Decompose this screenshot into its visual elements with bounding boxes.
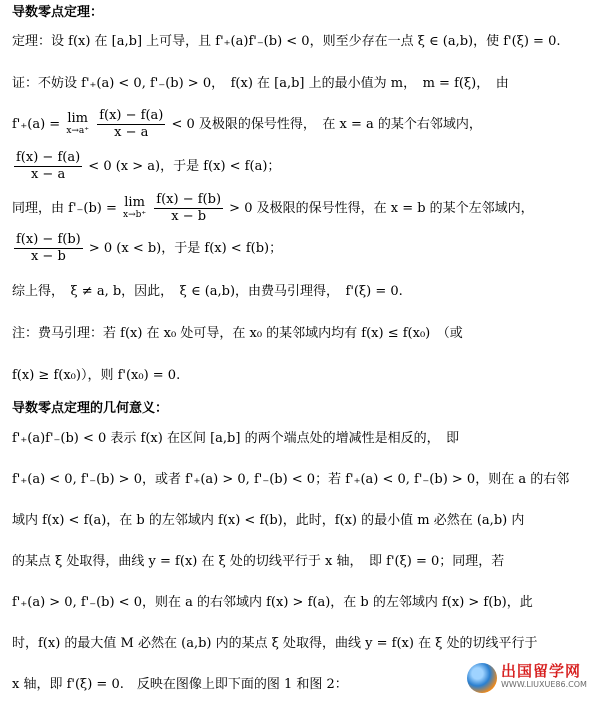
theorem-statement: 定理：设 f(x) 在 [a,b] 上可导，且 f'₊(a)f'₋(b) < 0，则至少存在一点 ξ ∈ (a,b)，使 f'(ξ) = 0. (12, 34, 561, 49)
proof-line-3 (12, 150, 280, 184)
fraction-denominator: x − a (114, 125, 149, 140)
limit-expression (66, 110, 90, 137)
proof-line-4 (12, 192, 534, 226)
limit-symbol: lim (124, 194, 145, 210)
limit-symbol: lim (67, 110, 88, 126)
proof-l2-post: < 0 及极限的保号性得， 在 x = a 的某个右邻域内， (171, 117, 482, 132)
proof-l3-post: < 0 (x > a)，于是 f(x) < f(a)； (88, 159, 281, 174)
proof-conclusion: 综上得， ξ ≠ a, b，因此， ξ ∈ (a,b)，由费马引理得， f'(ξ) = 0. (12, 284, 403, 299)
proof-l4-post: > 0 及极限的保号性得，在 x = b 的某个左邻域内， (229, 201, 534, 216)
fraction-numerator: f(x) − f(a) (16, 150, 81, 165)
proof-line-5 (12, 232, 282, 266)
note-line-1: 注：费马引理：若 f(x) 在 x₀ 处可导，在 x₀ 的某邻域内均有 f(x) ≤ f(x₀) （或 (12, 326, 463, 341)
difference-quotient-fraction (14, 232, 83, 265)
geometry-line-3: 域内 f(x) < f(a)，在 b 的左邻域内 f(x) < f(b)，此时，f(x) 的最小值 m 必然在 (a,b) 内 (12, 513, 525, 528)
difference-quotient-fraction (154, 192, 223, 225)
fraction-numerator: f(x) − f(a) (99, 108, 164, 123)
fraction-numerator: f(x) − f(b) (16, 232, 81, 247)
difference-quotient-fraction (14, 150, 82, 183)
limit-expression (123, 194, 147, 221)
geometry-line-7: x 轴，即 f'(ξ) = 0. 反映在图像上即下面的图 1 和图 2： (12, 677, 348, 692)
watermark-text (501, 664, 587, 692)
globe-logo-icon (467, 663, 497, 693)
limit-subscript: x→b⁺ (123, 209, 147, 220)
limit-subscript: x→a⁺ (66, 125, 90, 136)
fraction-denominator: x − b (30, 249, 66, 264)
watermark-url: WWW.LIUXUE86.COM (501, 680, 587, 689)
geometry-line-1: f'₊(a)f'₋(b) < 0 表示 f(x) 在区间 [a,b] 的两个端点处的增减性是相反的， 即 (12, 431, 460, 446)
proof-l5-post: > 0 (x < b)，于是 f(x) < f(b)； (88, 241, 283, 256)
watermark-title: 出国留学网 (501, 662, 582, 680)
difference-quotient-fraction (97, 108, 165, 141)
proof-l2-pre: f'₊(a) = (12, 117, 61, 132)
section-heading-zero-point-theorem: 导数零点定理： (12, 5, 104, 20)
section-heading-geometric-meaning: 导数零点定理的几何意义： (12, 401, 169, 416)
site-watermark (467, 663, 591, 693)
fraction-denominator: x − b (171, 209, 207, 224)
geometry-line-6: 时，f(x) 的最大值 M 必然在 (a,b) 内的某点 ξ 处取得，曲线 y = f(x) 在 ξ 处的切线平行于 (12, 636, 538, 651)
proof-line-2 (12, 108, 482, 142)
fraction-numerator: f(x) − f(b) (156, 192, 222, 207)
geometry-line-5: f'₊(a) > 0, f'₋(b) < 0，则在 a 的右邻域内 f(x) > f(a)，在 b 的左邻域内 f(x) > f(b)，此 (12, 595, 533, 610)
geometry-line-2: f'₊(a) < 0, f'₋(b) > 0，或者 f'₊(a) > 0, f'₋(b) < 0；若 f'₊(a) < 0, f'₋(b) > 0，则在 a 的右邻 (12, 472, 570, 487)
proof-line-1: 证：不妨设 f'₊(a) < 0, f'₋(b) > 0， f(x) 在 [a,b] 上的最小值为 m， m = f(ξ)， 由 (12, 76, 509, 91)
note-line-2: f(x) ≥ f(x₀)），则 f'(x₀) = 0. (12, 368, 181, 383)
fraction-denominator: x − a (30, 167, 66, 182)
geometry-line-4: 的某点 ξ 处取得，曲线 y = f(x) 在 ξ 处的切线平行于 x 轴， 即 f'(ξ) = 0；同理，若 (12, 554, 505, 569)
proof-l4-pre: 同理，由 f'₋(b) = (12, 201, 117, 216)
